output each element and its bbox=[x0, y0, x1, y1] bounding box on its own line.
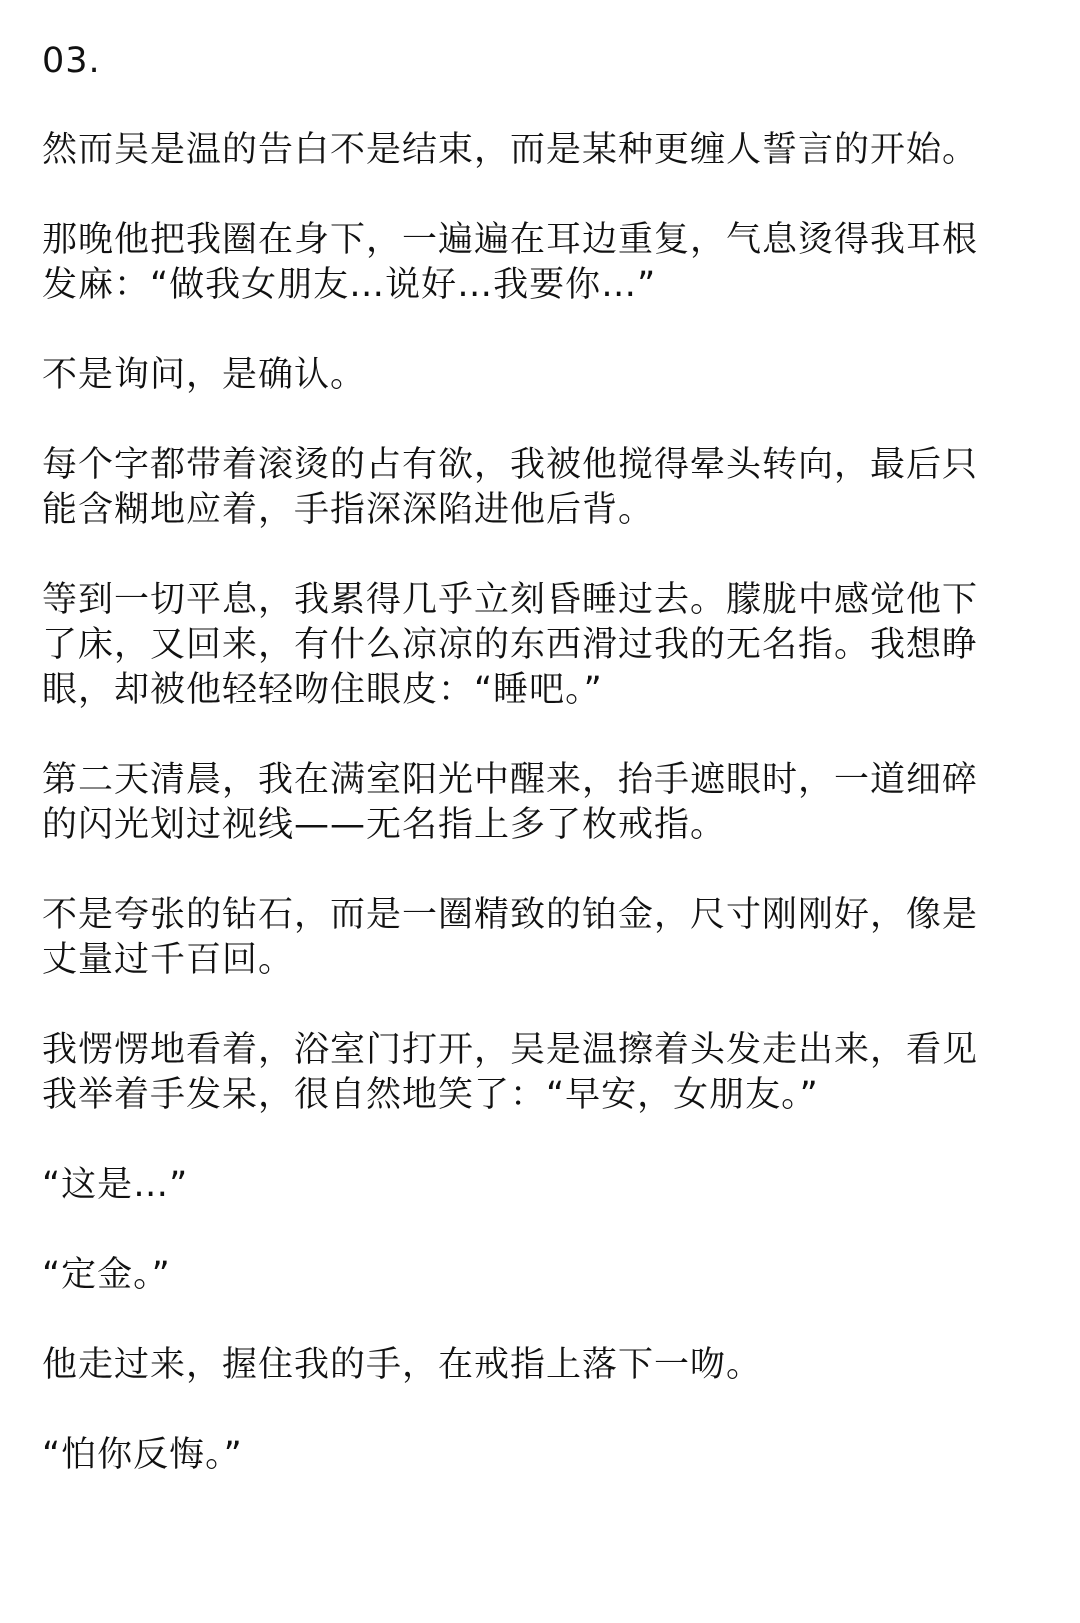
paragraph-9: “这是…” bbox=[42, 1165, 189, 1205]
chapter-heading: 03. bbox=[42, 41, 101, 81]
paragraph-10: “定金。” bbox=[42, 1255, 171, 1295]
paragraph-11: 他走过来，握住我的手，在戒指上落下一吻。 bbox=[42, 1345, 763, 1385]
paragraph-6: 第二天清晨，我在满室阳光中醒来，抬手遮眼时，一道细碎的闪光划过视线——无名指上多了枚戒指。 bbox=[42, 760, 979, 845]
paragraph-4: 每个字都带着滚烫的占有欲，我被他搅得晕头转向，最后只能含糊地应着，手指深深陷进他后背。 bbox=[42, 445, 979, 530]
paragraph-8: 我愣愣地看着，浴室门打开，吴是温擦着头发走出来，看见我举着手发呆，很自然地笑了：“早安，女朋友。” bbox=[42, 1030, 979, 1115]
paragraph-2: 那晚他把我圈在身下，一遍遍在耳边重复，气息烫得我耳根发麻：“做我女朋友…说好…我要你…” bbox=[42, 220, 979, 305]
document-page bbox=[42, 38, 1002, 1523]
paragraph-7: 不是夸张的钻石，而是一圈精致的铂金，尺寸刚刚好，像是丈量过千百回。 bbox=[42, 895, 979, 980]
paragraph-5: 等到一切平息，我累得几乎立刻昏睡过去。朦胧中感觉他下了床，又回来，有什么凉凉的东西滑过我的无名指。我想睁眼，却被他轻轻吻住眼皮：“睡吧。” bbox=[42, 580, 979, 710]
paragraph-3: 不是询问，是确认。 bbox=[42, 355, 367, 395]
paragraph-12: “怕你反悔。” bbox=[42, 1435, 243, 1475]
paragraph-1: 然而吴是温的告白不是结束，而是某种更缠人誓言的开始。 bbox=[42, 130, 979, 170]
